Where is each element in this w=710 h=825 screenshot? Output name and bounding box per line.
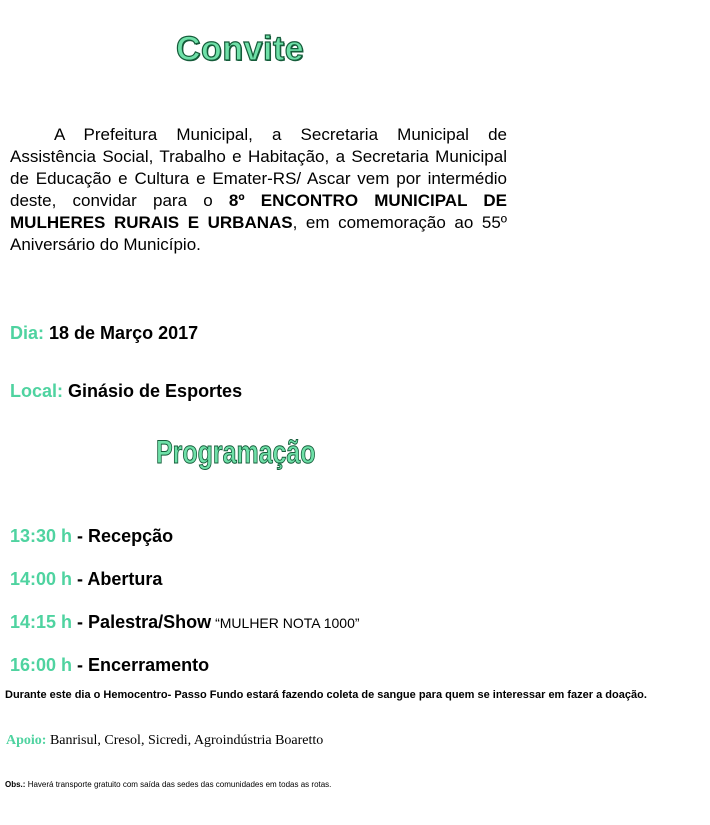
schedule-time: 14:15 h xyxy=(10,612,73,632)
schedule-note: “MULHER NOTA 1000” xyxy=(215,615,360,631)
event-place xyxy=(10,381,242,402)
schedule-activity: Palestra/Show xyxy=(88,612,212,632)
support-line xyxy=(6,733,323,749)
invitation-intro xyxy=(10,124,507,256)
schedule-item xyxy=(10,655,209,676)
observation-value: Haverá transporte gratuito com saída das sedes das comunidades em todas as rotas. xyxy=(27,780,332,789)
schedule-activity: Encerramento xyxy=(88,655,210,675)
support-value: Banrisul, Cresol, Sicredi, Agroindústria Boaretto xyxy=(49,733,324,748)
program-title: Programação xyxy=(156,434,316,470)
schedule-item xyxy=(10,612,360,633)
schedule-time: 16:00 h xyxy=(10,655,73,675)
hemocentro-note: Durante este dia o Hemocentro- Passo Fundo estará fazendo coleta de sangue para quem se interessar em fazer a doação. xyxy=(5,689,647,701)
schedule-separator: - xyxy=(72,526,89,546)
invitation-title: Convite xyxy=(176,30,305,68)
intro-text-part1: A Prefeitura Municipal, a Secretaria Municipal de Assistência Social, Trabalho e Habitação, a Secretaria Municipal de Educação e Cultura e Emater-RS/ Ascar vem por intermédio deste, convidar para o xyxy=(10,125,507,210)
schedule-item xyxy=(10,569,162,590)
schedule-separator: - xyxy=(72,612,89,632)
support-label: Apoio: xyxy=(6,733,47,748)
event-place-label: Local: xyxy=(10,381,64,401)
intro-event-name: 8º ENCONTRO MUNICIPAL DE MULHERES RURAIS E URBANAS xyxy=(10,191,507,232)
schedule-item xyxy=(10,526,173,547)
schedule-separator: - xyxy=(72,569,88,589)
observation-label: Obs.: xyxy=(5,780,26,789)
event-day xyxy=(10,323,198,344)
schedule-activity: Abertura xyxy=(87,569,163,589)
event-day-value: 18 de Março 2017 xyxy=(49,323,199,343)
intro-text-part2: , em comemoração ao 55º Aniversário do Município. xyxy=(10,213,507,254)
schedule-time: 14:00 h xyxy=(10,569,73,589)
event-place-value: Ginásio de Esportes xyxy=(68,381,243,401)
schedule-time: 13:30 h xyxy=(10,526,73,546)
schedule-separator: - xyxy=(72,655,89,675)
event-day-label: Dia: xyxy=(10,323,45,343)
observation-line xyxy=(5,780,331,789)
schedule-activity: Recepção xyxy=(88,526,174,546)
